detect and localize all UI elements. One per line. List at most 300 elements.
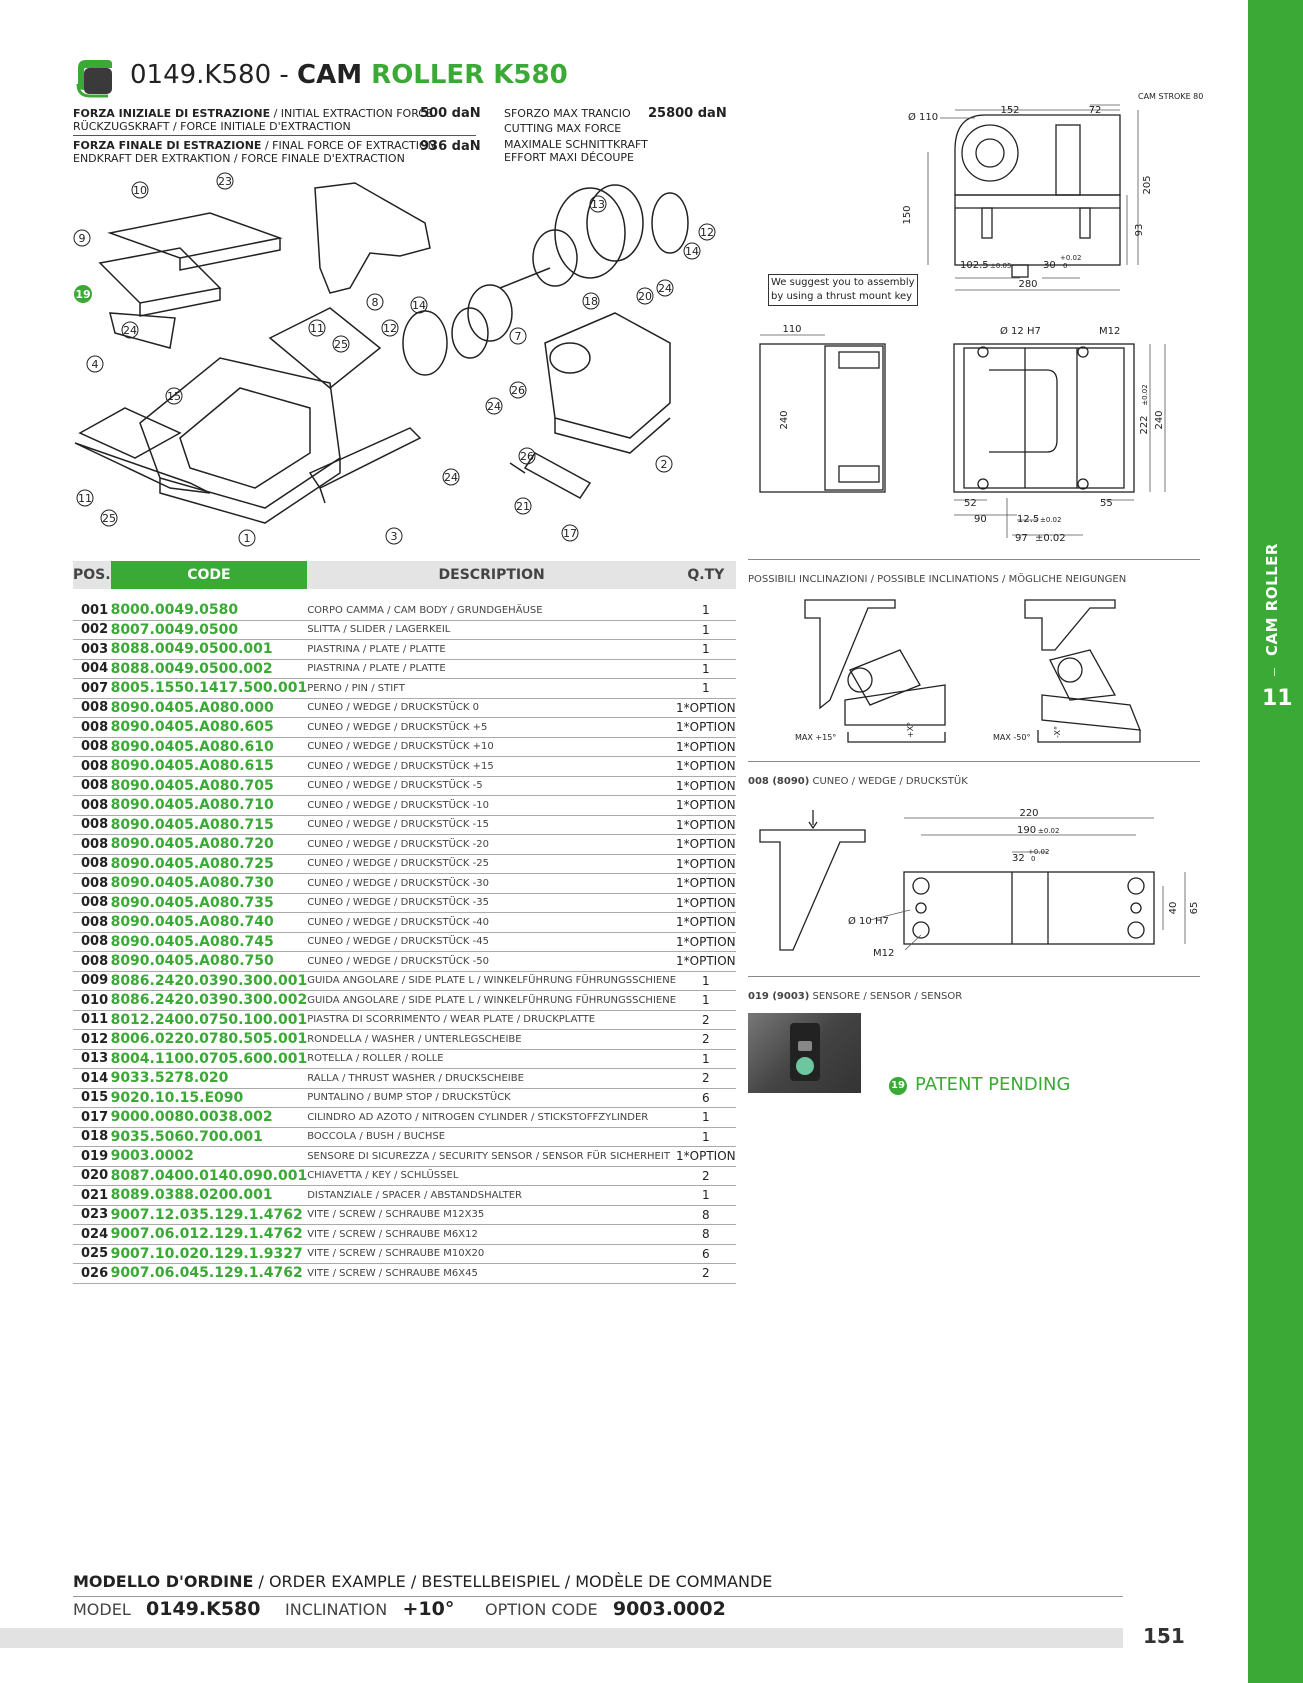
callout-label: 14 (685, 245, 699, 258)
cell-pos: 008 (73, 796, 111, 816)
cell-qty: 1 (676, 1049, 736, 1069)
cell-code: 8090.0405.A080.730 (111, 874, 308, 894)
cell-pos: 025 (73, 1244, 111, 1264)
order-model (73, 1598, 261, 1620)
callout-label: 23 (218, 175, 232, 188)
cell-qty: 1*OPTION (676, 1147, 736, 1167)
dim-150: 150 (902, 205, 913, 225)
tol-30-upper: +0.02 (1060, 254, 1082, 262)
cell-qty: 2 (676, 1166, 736, 1186)
cell-code: 8090.0405.A080.605 (111, 718, 308, 738)
cell-pos: 024 (73, 1225, 111, 1245)
order-option-value: 9003.0002 (612, 1598, 726, 1620)
title-part2: ROLLER K580 (371, 60, 568, 90)
dim-110: 110 (782, 324, 802, 335)
final-force (73, 139, 436, 165)
cell-qty: 1*OPTION (676, 952, 736, 972)
header-qty: Q.TY (676, 561, 736, 589)
final-force-label-de: ENDKRAFT DER EXTRAKTION / FORCE FINALE D'EXTRACTION (73, 152, 405, 165)
cell-pos: 008 (73, 698, 111, 718)
callout-label: 11 (78, 492, 92, 505)
section-divider (748, 761, 1200, 762)
cell-code: 8087.0400.0140.090.001 (110, 1167, 308, 1184)
cell-code: 8090.0405.A080.615 (111, 757, 308, 777)
dim-220: 220 (1019, 808, 1039, 819)
callout-label: 19 (75, 288, 91, 301)
table-row (73, 1186, 736, 1206)
cell-code: 9000.0080.0038.002 (111, 1108, 308, 1128)
table-row (73, 971, 736, 991)
cell-code: 9007.06.045.129.1.4762 (111, 1264, 308, 1284)
assembly-note-line1: We suggest you to assembly (771, 277, 915, 288)
table-row (73, 601, 736, 620)
dim-30: 30 (1043, 260, 1056, 271)
dim-40: 40 (1168, 901, 1179, 915)
cell-qty: 1 (676, 620, 736, 640)
table-row (73, 757, 736, 777)
cell-desc: VITE / SCREW / SCHRAUBE M10X20 (307, 1244, 676, 1264)
order-inclination-label: INCLINATION (285, 1600, 388, 1619)
sensor-caption-code: 019 (9003) (748, 991, 810, 1002)
dim-55: 55 (1100, 498, 1113, 509)
cell-code: 8086.2420.0390.300.002 (110, 992, 308, 1009)
dim-222: 222 (1139, 415, 1150, 435)
table-row (73, 874, 736, 894)
cell-qty: 1 (676, 1186, 736, 1206)
tol-190: ±0.02 (1038, 827, 1060, 835)
cell-desc: CUNEO / WEDGE / DRUCKSTÜCK -15 (307, 815, 676, 835)
dia-110: Ø 110 (908, 112, 939, 123)
x-plus-label: +X° (906, 721, 915, 738)
order-option (485, 1598, 726, 1620)
cell-pos: 007 (73, 679, 111, 699)
cell-desc: CUNEO / WEDGE / DRUCKSTÜCK +15 (307, 757, 676, 777)
tol-12-5: ±0.02 (1040, 516, 1062, 524)
max-plus-15: MAX +15° (795, 733, 837, 742)
cell-pos: 012 (73, 1030, 111, 1050)
callout-label: 26 (520, 450, 534, 463)
cell-pos: 011 (73, 1010, 111, 1030)
dim-190: 190 (1017, 825, 1037, 836)
side-tab-separator (1274, 668, 1275, 676)
dim-240-top: 240 (1154, 410, 1165, 430)
cell-qty: 1*OPTION (676, 815, 736, 835)
cell-pos: 001 (73, 601, 111, 620)
cell-pos: 008 (73, 757, 111, 777)
cell-code: 8090.0405.A080.740 (111, 913, 308, 933)
cell-desc: PIASTRA DI SCORRIMENTO / WEAR PLATE / DRUCKPLATTE (307, 1010, 676, 1030)
cell-pos: 023 (73, 1205, 111, 1225)
assembly-note-line2: by using a thrust mount key (771, 291, 913, 302)
table-row (73, 620, 736, 640)
cell-qty: 1*OPTION (676, 835, 736, 855)
section-divider (748, 976, 1200, 977)
table-row (73, 952, 736, 972)
cell-desc: PIASTRINA / PLATE / PLATTE (307, 659, 676, 679)
cell-pos: 002 (73, 620, 111, 640)
cell-desc: CUNEO / WEDGE / DRUCKSTÜCK -35 (307, 893, 676, 913)
callout-label: 1 (243, 532, 251, 545)
table-row (73, 1147, 736, 1167)
cutting-force-line2: CUTTING MAX FORCE (504, 122, 622, 135)
sensor-caption-text: SENSORE / SENSOR / SENSOR (809, 991, 963, 1002)
sensor-caption (748, 991, 962, 1002)
table-row (73, 659, 736, 679)
callout-label: 18 (584, 295, 598, 308)
callout-label: 12 (383, 322, 397, 335)
brand-logo-icon (74, 56, 116, 98)
x-minus-label: -X° (1053, 726, 1062, 738)
table-row (73, 1108, 736, 1128)
cell-pos: 008 (73, 815, 111, 835)
cell-qty: 1 (676, 679, 736, 699)
cell-desc: CUNEO / WEDGE / DRUCKSTÜCK +10 (307, 737, 676, 757)
cell-qty: 6 (676, 1244, 736, 1264)
cell-desc: CUNEO / WEDGE / DRUCKSTÜCK -10 (307, 796, 676, 816)
dim-97: 97 (1015, 533, 1028, 544)
cell-code: 8000.0049.0580 (111, 601, 308, 620)
cell-code: 8004.1100.0705.600.001 (110, 1050, 308, 1067)
table-row (73, 854, 736, 874)
cutting-force-value: 25800 daN (648, 106, 727, 121)
table-row (73, 893, 736, 913)
cell-desc: PIASTRINA / PLATE / PLATTE (307, 640, 676, 660)
cell-code: 8090.0405.A080.735 (111, 893, 308, 913)
cell-pos: 008 (73, 776, 111, 796)
cell-qty: 2 (676, 1069, 736, 1089)
dia-12-h7: Ø 12 H7 (1000, 326, 1041, 337)
cell-desc: PERNO / PIN / STIFT (307, 679, 676, 699)
table-row (73, 1127, 736, 1147)
cell-qty: 1*OPTION (676, 893, 736, 913)
callout-label: 24 (123, 324, 137, 337)
order-example-title (73, 1572, 772, 1591)
table-row (73, 796, 736, 816)
cell-pos: 009 (73, 971, 111, 991)
table-row (73, 1166, 736, 1186)
wedge-caption-text: CUNEO / WEDGE / DRUCKSTÜK (809, 776, 968, 787)
table-row (73, 815, 736, 835)
cell-pos: 008 (73, 952, 111, 972)
table-row (73, 1069, 736, 1089)
cell-pos: 017 (73, 1108, 111, 1128)
callout-label: 17 (563, 527, 577, 540)
initial-force-value: 500 daN (420, 106, 481, 121)
table-row (73, 1030, 736, 1050)
m12-label: M12 (1099, 326, 1121, 337)
table-row (73, 835, 736, 855)
tol-97: ±0.02 (1035, 533, 1066, 544)
table-row (73, 1225, 736, 1245)
cell-code: 8090.0405.A080.705 (111, 776, 308, 796)
cell-code: 9007.12.035.129.1.4762 (111, 1205, 308, 1225)
cutting-force (504, 107, 648, 164)
cell-code: 8088.0049.0500.001 (111, 640, 308, 660)
cell-pos: 014 (73, 1069, 111, 1089)
assembly-note (768, 274, 918, 306)
initial-force-label: FORZA INIZIALE DI ESTRAZIONE (73, 107, 271, 120)
patent-badge: 19 (889, 1077, 907, 1095)
dim-280: 280 (1018, 279, 1038, 290)
cell-code: 9007.10.020.129.1.9327 (111, 1244, 308, 1264)
order-divider (73, 1596, 1123, 1597)
cell-qty: 1*OPTION (676, 796, 736, 816)
table-row (73, 1205, 736, 1225)
final-force-label-en: / FINAL FORCE OF EXTRACTION (261, 139, 436, 152)
table-row (73, 640, 736, 660)
cell-qty: 2 (676, 1264, 736, 1284)
callout-label: 13 (591, 198, 605, 211)
order-option-label: OPTION CODE (485, 1600, 598, 1619)
title-part1: CAM (297, 60, 372, 90)
cell-desc: PUNTALINO / BUMP STOP / DRUCKSTÜCK (307, 1088, 676, 1108)
cell-desc: GUIDA ANGOLARE / SIDE PLATE L / WINKELFÜHRUNG FÜHRUNGSSCHIENE (307, 971, 676, 991)
order-inclination (285, 1598, 454, 1620)
cell-code: 8005.1550.1417.500.001 (110, 680, 308, 697)
callout-label: 11 (310, 322, 324, 335)
dim-90: 90 (974, 514, 987, 525)
patent-text: PATENT PENDING (915, 1074, 1071, 1095)
cell-pos: 008 (73, 854, 111, 874)
cam-stroke-label: CAM STROKE 80 (1138, 92, 1204, 101)
cutting-force-line1: SFORZO MAX TRANCIO (504, 107, 631, 120)
cell-code: 8090.0405.A080.000 (111, 698, 308, 718)
order-title-rest: / ORDER EXAMPLE / BESTELLBEISPIEL / MODÈLE DE COMMANDE (253, 1572, 773, 1591)
cell-desc: RALLA / THRUST WASHER / DRUCKSCHEIBE (307, 1069, 676, 1089)
table-row (73, 737, 736, 757)
initial-force-label-de: RÜCKZUGSKRAFT / FORCE INITIALE D'EXTRACTION (73, 120, 351, 133)
cell-code: 8007.0049.0500 (111, 620, 308, 640)
cell-desc: CHIAVETTA / KEY / SCHLÜSSEL (307, 1166, 676, 1186)
order-model-value: 0149.K580 (146, 1598, 261, 1620)
final-force-label: FORZA FINALE DI ESTRAZIONE (73, 139, 262, 152)
table-header-row (73, 561, 736, 589)
callout-label: 2 (660, 458, 668, 471)
footer-bar (0, 1628, 1123, 1648)
callout-label: 4 (91, 358, 99, 371)
cell-desc: DISTANZIALE / SPACER / ABSTANDSHALTER (307, 1186, 676, 1206)
order-title-bold: MODELLO D'ORDINE (73, 1572, 254, 1591)
front-top-view-drawing (757, 320, 1177, 545)
callout-label: 3 (390, 530, 398, 543)
header-pos: POS. (73, 561, 111, 589)
callout-label: 15 (167, 390, 181, 403)
force-divider (73, 135, 476, 136)
cell-pos: 010 (73, 991, 111, 1011)
cutting-force-line4: EFFORT MAXI DÉCOUPE (504, 151, 635, 164)
cell-desc: ROTELLA / ROLLER / ROLLE (307, 1049, 676, 1069)
cell-desc: CILINDRO AD AZOTO / NITROGEN CYLINDER / STICKSTOFFZYLINDER (307, 1108, 676, 1128)
cell-qty: 8 (676, 1205, 736, 1225)
cell-desc: CUNEO / WEDGE / DRUCKSTÜCK -20 (307, 835, 676, 855)
dim-32: 32 (1012, 853, 1025, 864)
callout-label: 7 (514, 330, 522, 343)
callout-label: 24 (487, 400, 501, 413)
table-row (73, 1088, 736, 1108)
dim-65: 65 (1189, 901, 1200, 915)
table-row (73, 776, 736, 796)
cell-desc: VITE / SCREW / SCHRAUBE M6X12 (307, 1225, 676, 1245)
callout-label: 26 (511, 384, 525, 397)
dim-72: 72 (1088, 105, 1102, 116)
exploded-view-drawing (70, 175, 714, 553)
cell-code: 8090.0405.A080.725 (111, 854, 308, 874)
order-model-label: MODEL (73, 1600, 131, 1619)
header-description: DESCRIPTION (307, 561, 676, 589)
table-row (73, 1244, 736, 1264)
cell-qty: 1*OPTION (676, 776, 736, 796)
cell-pos: 015 (73, 1088, 111, 1108)
cell-code: 8090.0405.A080.750 (111, 952, 308, 972)
cell-qty: 8 (676, 1225, 736, 1245)
wedge-caption-code: 008 (8090) (748, 776, 810, 787)
cell-desc: CUNEO / WEDGE / DRUCKSTÜCK 0 (307, 698, 676, 718)
cell-desc: SENSORE DI SICUREZZA / SECURITY SENSOR / SENSOR FÜR SICHERHEIT (307, 1147, 676, 1167)
cell-qty: 6 (676, 1088, 736, 1108)
cell-qty: 1 (676, 1127, 736, 1147)
cell-desc: CUNEO / WEDGE / DRUCKSTÜCK -50 (307, 952, 676, 972)
cell-pos: 008 (73, 835, 111, 855)
side-tab-number: 11 (1262, 686, 1293, 711)
cell-qty: 1*OPTION (676, 718, 736, 738)
dim-52: 52 (964, 498, 977, 509)
cell-code: 8090.0405.A080.745 (111, 932, 308, 952)
cell-qty: 2 (676, 1030, 736, 1050)
cell-desc: VITE / SCREW / SCHRAUBE M12X35 (307, 1205, 676, 1225)
callout-label: 25 (102, 512, 116, 525)
dim-93: 93 (1134, 223, 1145, 237)
cell-qty: 1 (676, 601, 736, 620)
final-force-value: 936 daN (420, 139, 481, 154)
callout-label: 24 (444, 471, 458, 484)
cell-qty: 1*OPTION (676, 757, 736, 777)
callout-label: 20 (638, 290, 652, 303)
callout-label: 21 (516, 500, 530, 513)
table-row (73, 1264, 736, 1284)
cell-qty: 1*OPTION (676, 913, 736, 933)
title-code: 0149.K580 (130, 60, 272, 90)
cell-pos: 008 (73, 874, 111, 894)
callout-label: 9 (78, 232, 86, 245)
dia-10-h7: Ø 10 H7 (848, 916, 889, 927)
cell-pos: 008 (73, 913, 111, 933)
cell-code: 8012.2400.0750.100.001 (110, 1011, 308, 1028)
tol-32-lower: 0 (1031, 855, 1036, 863)
page-title (130, 60, 568, 90)
cell-pos: 003 (73, 640, 111, 660)
initial-force-label-en: / INITIAL EXTRACTION FORCE (270, 107, 433, 120)
side-tab-title (1263, 628, 1281, 656)
cell-desc: VITE / SCREW / SCHRAUBE M6X45 (307, 1264, 676, 1284)
cell-qty: 1*OPTION (676, 854, 736, 874)
parts-table-body (73, 589, 736, 1283)
tol-30-lower: 0 (1063, 262, 1068, 270)
cell-qty: 1 (676, 991, 736, 1011)
table-row (73, 698, 736, 718)
cell-pos: 020 (73, 1166, 111, 1186)
cell-pos: 021 (73, 1186, 111, 1206)
cell-code: 8089.0388.0200.001 (111, 1186, 308, 1206)
dim-102-5: 102.5 (960, 260, 989, 271)
cell-qty: 1 (676, 659, 736, 679)
cell-qty: 2 (676, 1010, 736, 1030)
cell-code: 8090.0405.A080.720 (111, 835, 308, 855)
cell-code: 8090.0405.A080.710 (111, 796, 308, 816)
title-separator: - (271, 60, 298, 90)
page-number: 151 (1143, 1624, 1185, 1648)
inclinations-drawing (780, 590, 1170, 750)
cell-desc: GUIDA ANGOLARE / SIDE PLATE L / WINKELFÜHRUNG FÜHRUNGSSCHIENE (307, 991, 676, 1011)
tol-32-upper: +0.02 (1028, 848, 1050, 856)
cell-desc: SLITTA / SLIDER / LAGERKEIL (307, 620, 676, 640)
cell-desc: CUNEO / WEDGE / DRUCKSTÜCK -30 (307, 874, 676, 894)
cell-qty: 1 (676, 640, 736, 660)
wedge-caption (748, 776, 968, 787)
table-row (73, 718, 736, 738)
cell-code: 9035.5060.700.001 (111, 1127, 308, 1147)
cell-desc: CORPO CAMMA / CAM BODY / GRUNDGEHÄUSE (307, 601, 676, 620)
cell-pos: 008 (73, 932, 111, 952)
initial-force (73, 107, 433, 133)
cell-code: 8090.0405.A080.715 (111, 815, 308, 835)
table-row (73, 913, 736, 933)
cell-pos: 026 (73, 1264, 111, 1284)
cell-qty: 1*OPTION (676, 932, 736, 952)
cell-qty: 1*OPTION (676, 737, 736, 757)
cell-desc: CUNEO / WEDGE / DRUCKSTÜCK +5 (307, 718, 676, 738)
cell-code: 8088.0049.0500.002 (111, 659, 308, 679)
cell-pos: 019 (73, 1147, 111, 1167)
patent-pending (889, 1074, 1070, 1095)
cell-code: 8090.0405.A080.610 (111, 737, 308, 757)
side-view-drawing (760, 90, 1204, 295)
table-row (73, 932, 736, 952)
dim-12-5: 12.5 (1017, 514, 1040, 525)
header-code: CODE (111, 561, 308, 589)
cell-desc: CUNEO / WEDGE / DRUCKSTÜCK -5 (307, 776, 676, 796)
callout-label: 8 (371, 296, 379, 309)
callout-label: 10 (133, 184, 147, 197)
cell-code: 8086.2420.0390.300.001 (110, 972, 308, 989)
cell-qty: 1 (676, 971, 736, 991)
cell-qty: 1*OPTION (676, 698, 736, 718)
cell-desc: RONDELLA / WASHER / UNTERLEGSCHEIBE (307, 1030, 676, 1050)
cell-pos: 018 (73, 1127, 111, 1147)
table-row (73, 679, 736, 699)
cell-pos: 008 (73, 718, 111, 738)
section-divider (748, 559, 1200, 560)
cell-pos: 004 (73, 659, 111, 679)
wedge-m12: M12 (873, 948, 895, 959)
callout-label: 24 (658, 282, 672, 295)
cell-code: 9007.06.012.129.1.4762 (111, 1225, 308, 1245)
cell-pos: 008 (73, 893, 111, 913)
callout-label: 12 (700, 226, 714, 239)
side-tab (1248, 0, 1303, 1683)
order-inclination-value: +10° (402, 1598, 455, 1620)
table-row (73, 991, 736, 1011)
cell-desc: BOCCOLA / BUSH / BUCHSE (307, 1127, 676, 1147)
sensor-photo (748, 1013, 861, 1093)
cell-qty: 1*OPTION (676, 874, 736, 894)
tol-222: ±0.02 (1141, 384, 1149, 406)
dim-205: 205 (1142, 175, 1153, 195)
cell-code: 9020.10.15.E090 (111, 1088, 308, 1108)
cell-desc: CUNEO / WEDGE / DRUCKSTÜCK -45 (307, 932, 676, 952)
cell-code: 9003.0002 (111, 1147, 308, 1167)
inclinations-caption: POSSIBILI INCLINAZIONI / POSSIBLE INCLINATIONS / MÖGLICHE NEIGUNGEN (748, 574, 1127, 585)
cell-code: 8006.0220.0780.505.001 (110, 1031, 308, 1048)
